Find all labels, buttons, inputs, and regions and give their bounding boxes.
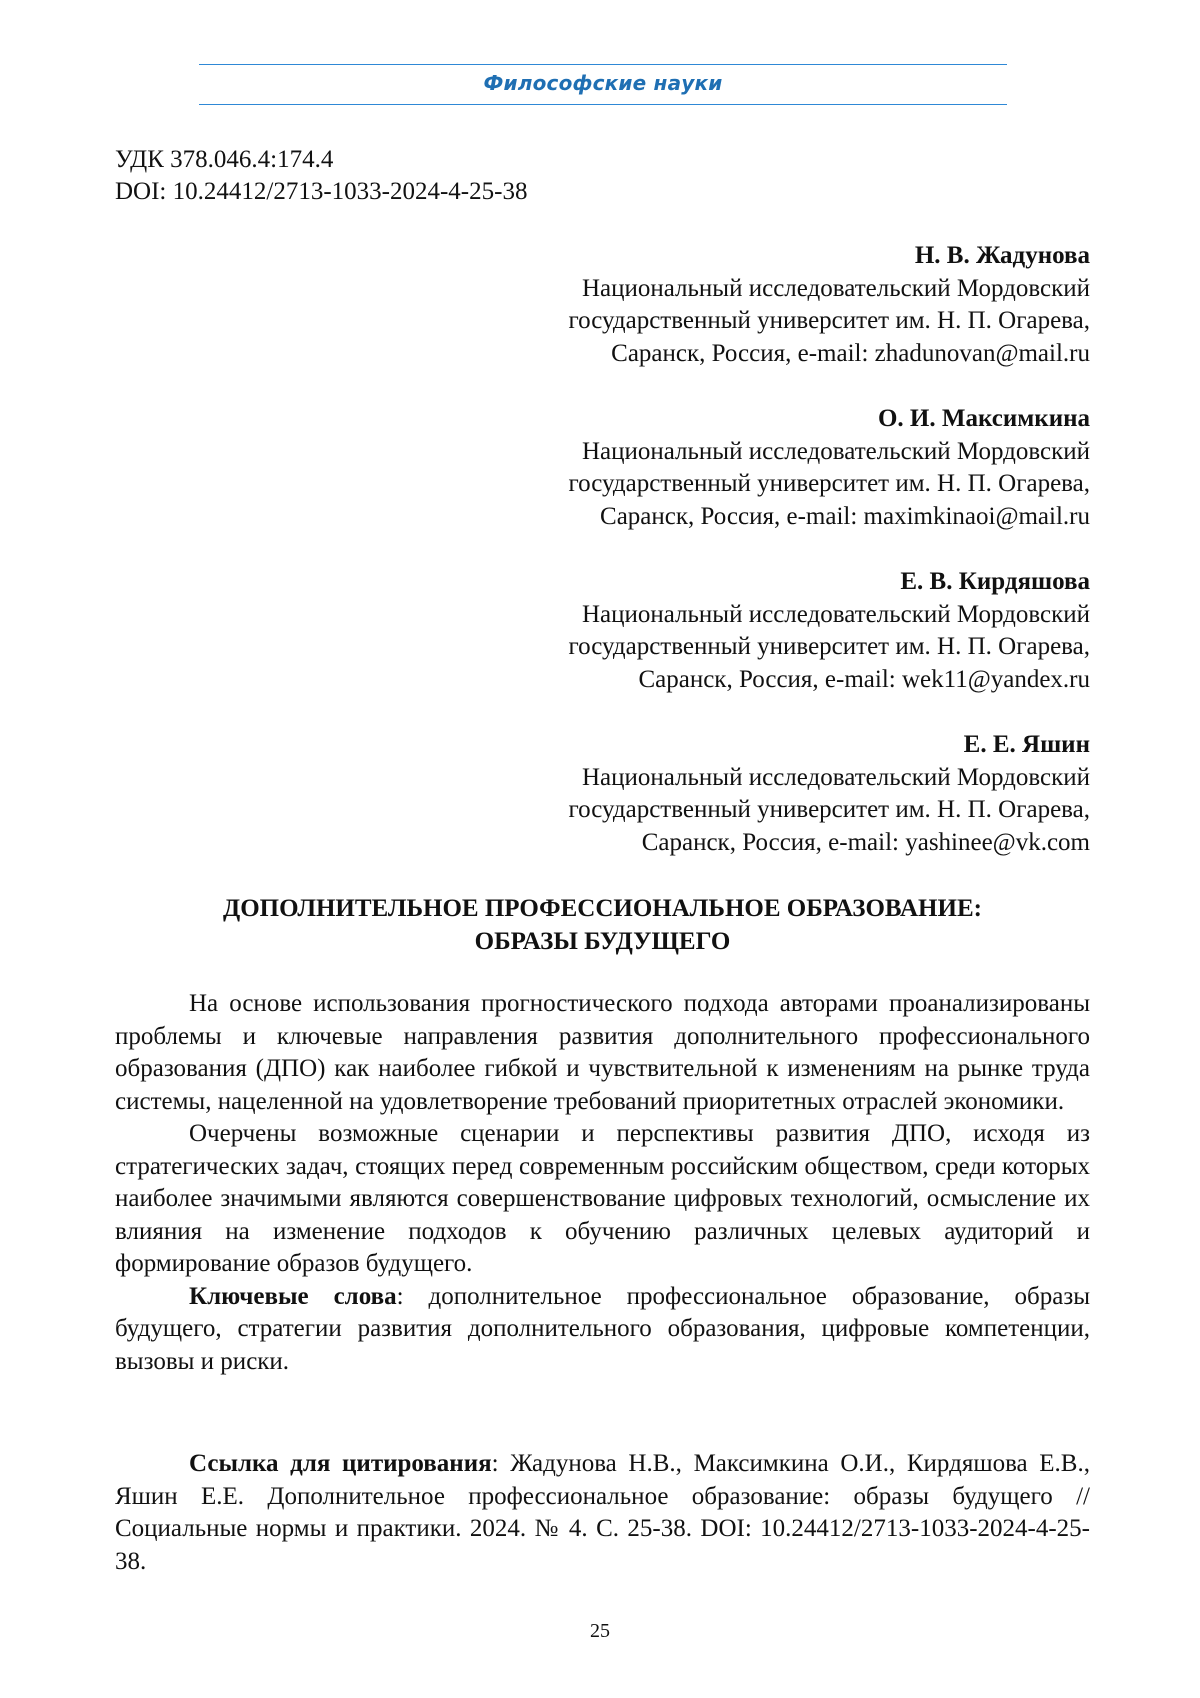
author-block [390, 729, 1090, 859]
author-affiliation-line: государственный университет им. Н. П. Огарева, [568, 796, 1090, 823]
author-block [390, 403, 1090, 533]
abstract [115, 988, 1090, 1378]
article-meta [115, 144, 527, 208]
article-title-line: ОБРАЗЫ БУДУЩЕГО [474, 928, 731, 955]
article-title-line: ДОПОЛНИТЕЛЬНОЕ ПРОФЕССИОНАЛЬНОЕ ОБРАЗОВАНИЕ: [223, 895, 982, 922]
section-title: Философские науки [483, 71, 723, 95]
page-number: 25 [590, 1620, 610, 1642]
author-name: О. И. Максимкина [877, 405, 1090, 432]
citation-block [115, 1448, 1090, 1578]
author-affiliation-line: Саранск, Россия, e-mail: maximkinaoi@mail.ru [600, 502, 1090, 530]
author-affiliation-line: Национальный исследовательский Мордовский [581, 763, 1090, 791]
author-name: Е. В. Кирдяшова [900, 568, 1090, 595]
udk-code: УДК 378.046.4:174.4 [115, 146, 334, 173]
author-affiliation-line: Саранск, Россия, e-mail: zhadunovan@mail.ru [611, 339, 1090, 367]
author-name: Е. Е. Яшин [963, 731, 1090, 758]
author-block [390, 240, 1090, 370]
article-title [115, 892, 1090, 958]
author-affiliation-line: Национальный исследовательский Мордовский [581, 600, 1090, 628]
doi-code: DOI: 10.24412/2713-1033-2024-4-25-38 [115, 178, 528, 205]
citation-paragraph [115, 1448, 1090, 1578]
author-list [390, 240, 1090, 892]
author-affiliation-line: государственный университет им. Н. П. Огарева, [568, 470, 1090, 497]
header-bottom-rule [199, 104, 1007, 105]
author-affiliation-line: Национальный исследовательский Мордовский [581, 437, 1090, 465]
author-affiliation-line: Национальный исследовательский Мордовский [581, 274, 1090, 302]
author-block [390, 566, 1090, 696]
citation-label: Ссылка для цитирования [189, 1450, 492, 1477]
author-affiliation-line: государственный университет им. Н. П. Огарева, [568, 307, 1090, 334]
author-affiliation-line: государственный университет им. Н. П. Огарева, [568, 633, 1090, 660]
abstract-paragraph: На основе использования прогностического подхода авторами проанализированы проблемы и ключевые направления развития дополнительного профессионального образования (ДПО) как наиболее гибкой и чувствительной к изменениям на рынке труда системы, нацеленной на удовлетворение требований приоритетных отраслей экономики. [115, 990, 1090, 1115]
author-affiliation-line: Саранск, Россия, e-mail: wek11@yandex.ru [638, 665, 1090, 693]
header-top-rule [199, 64, 1007, 65]
running-header [199, 64, 1007, 105]
author-name: Н. В. Жадунова [914, 242, 1090, 269]
author-affiliation-line: Саранск, Россия, e-mail: yashinee@vk.com [641, 828, 1090, 856]
keywords-paragraph [115, 1281, 1090, 1379]
citation-text: : Жадунова Н.В., Максимкина О.И., Кирдяшова Е.В., Яшин Е.Е. Дополнительное профессиональное образование: образы будущего // Социальные нормы и практики. 2024. № 4. С. 25-38. DOI: 10.24412/2713-1033-2024-4-25-38. [115, 1450, 1090, 1575]
keywords-text: : дополнительное профессиональное образование, образы будущего, стратегии развития дополнительного образования, цифровые компетенции, вызовы и риски. [115, 1282, 1090, 1375]
abstract-paragraph: Очерчены возможные сценарии и перспективы развития ДПО, исходя из стратегических задач, стоящих перед современным российским обществом, среди которых наиболее значимыми являются совершенствование цифровых технологий, осмысление их влияния на изменение подходов к обучению различных целевых аудиторий и формирование образов будущего. [115, 1120, 1090, 1277]
keywords-label: Ключевые слова [189, 1282, 397, 1310]
